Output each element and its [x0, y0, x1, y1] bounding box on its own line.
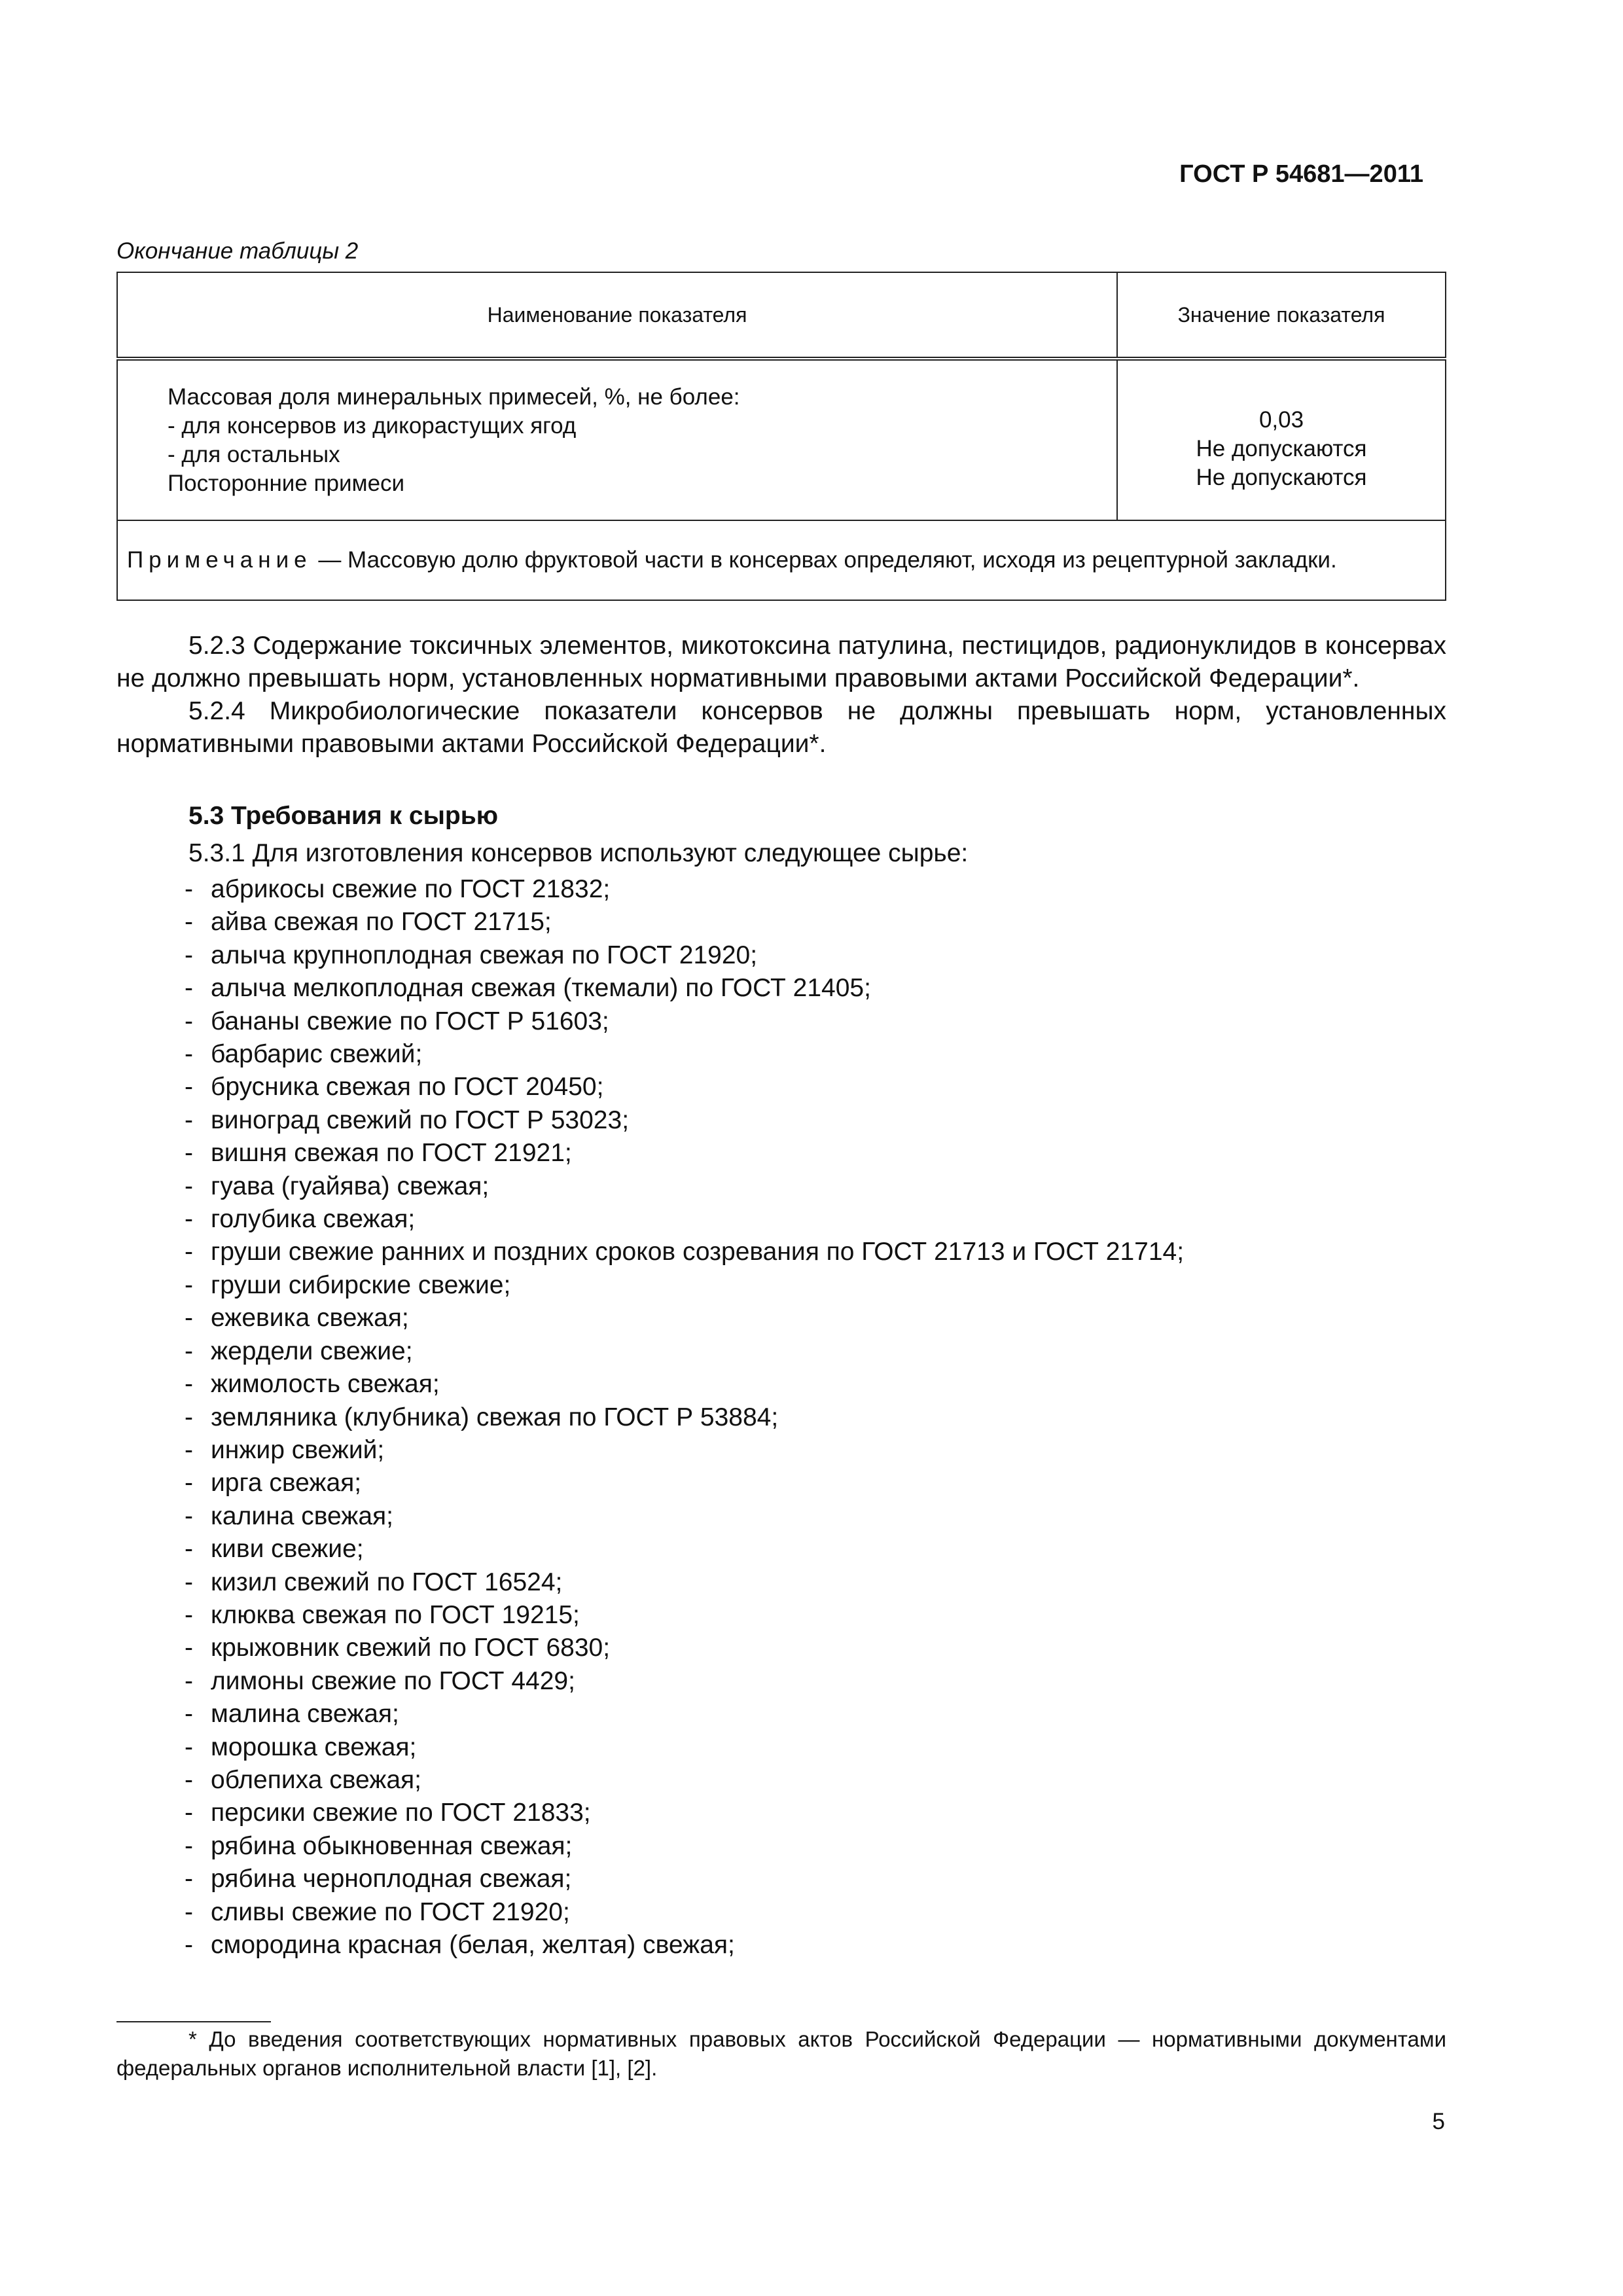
list-marker: - [185, 1007, 193, 1035]
list-item-text: виноград свежий по ГОСТ Р 53023; [211, 1105, 630, 1134]
list-item-text: груши сибирские свежие; [211, 1270, 511, 1299]
list-marker: - [185, 1897, 193, 1926]
list-item-text: морошка свежая; [211, 1732, 417, 1761]
list-marker: - [185, 908, 193, 937]
indicator-name-line: Массовая доля минеральных примесей, %, не более: [168, 384, 740, 410]
list-item [0, 1203, 1184, 1236]
note-text: — Массовую долю фруктовой части в консервах определяют, исходя из рецептурной закладки. [312, 547, 1337, 573]
note-label: Примечание [127, 547, 312, 573]
list-marker: - [185, 1931, 193, 1959]
list-item [0, 1071, 1184, 1103]
table-note [117, 520, 1446, 600]
list-marker: - [185, 1172, 193, 1200]
list-item-text: инжир свежий; [211, 1435, 385, 1464]
raw-materials-list [0, 873, 1184, 1962]
list-item-text: бананы свежие по ГОСТ Р 51603; [211, 1007, 609, 1035]
list-marker: - [185, 1831, 193, 1860]
list-item-text: голубика свежая; [211, 1205, 416, 1234]
list-item-text: рябина черноплодная свежая; [211, 1865, 572, 1893]
list-item [0, 1500, 1184, 1533]
list-marker: - [185, 1205, 193, 1234]
list-item-text: крыжовник свежий по ГОСТ 6830; [211, 1634, 611, 1662]
list-item [0, 1599, 1184, 1632]
list-marker: - [185, 1270, 193, 1299]
list-marker: - [185, 1765, 193, 1794]
table-row [117, 359, 1446, 520]
list-item-text: ирга свежая; [211, 1469, 362, 1498]
list-item [0, 1929, 1184, 1962]
list-marker: - [185, 941, 193, 969]
list-item-text: земляника (клубника) свежая по ГОСТ Р 53884; [211, 1403, 779, 1431]
section-title: 5.3 Требования к сырью [188, 802, 499, 830]
list-item [0, 1797, 1184, 1829]
list-item [0, 1566, 1184, 1599]
list-item-text: кизил свежий по ГОСТ 16524; [211, 1568, 563, 1596]
list-item-text: клюква свежая по ГОСТ 19215; [211, 1600, 580, 1629]
list-item [0, 1269, 1184, 1302]
list-marker: - [185, 1304, 193, 1333]
list-item-text: вишня свежая по ГОСТ 21921; [211, 1139, 572, 1168]
list-item-text: лимоны свежие по ГОСТ 4429; [211, 1666, 575, 1695]
list-item-text: ежевика свежая; [211, 1304, 409, 1333]
list-marker: - [185, 1336, 193, 1365]
list-item-text: смородина красная (белая, желтая) свежая; [211, 1931, 735, 1959]
list-item [0, 1104, 1184, 1137]
indicator-value-line: Не допускаются [1196, 436, 1367, 461]
list-item [0, 1038, 1184, 1071]
list-item-text: абрикосы свежие по ГОСТ 21832; [211, 875, 611, 903]
table-header-row [117, 272, 1446, 359]
list-item [0, 1632, 1184, 1664]
footnote-rule [116, 2021, 271, 2022]
list-marker: - [185, 1700, 193, 1729]
list-item [0, 1830, 1184, 1863]
list-item [0, 1764, 1184, 1797]
list-marker: - [185, 974, 193, 1003]
list-marker: - [185, 1501, 193, 1530]
list-item [0, 873, 1184, 906]
list-marker: - [185, 1105, 193, 1134]
indicator-name-line: - для остальных [168, 441, 340, 467]
list-item [0, 1137, 1184, 1170]
list-item [0, 1731, 1184, 1764]
list-item-text: жимолость свежая; [211, 1370, 440, 1399]
list-item [0, 972, 1184, 1005]
list-marker: - [185, 1139, 193, 1168]
list-item [0, 1434, 1184, 1467]
list-marker: - [185, 1238, 193, 1266]
list-marker: - [185, 1634, 193, 1662]
list-item [0, 1896, 1184, 1929]
list-item-text: брусника свежая по ГОСТ 20450; [211, 1073, 604, 1102]
list-item-text: барбарис свежий; [211, 1040, 423, 1069]
page-number: 5 [1432, 2109, 1445, 2134]
list-item-text: жердели свежие; [211, 1336, 413, 1365]
list-marker: - [185, 1370, 193, 1399]
list-marker: - [185, 1073, 193, 1102]
indicator-name-cell [117, 359, 1117, 520]
list-item [0, 1665, 1184, 1698]
paragraph-5-2-3: 5.2.3 Содержание токсичных элементов, микотоксина патулина, пестицидов, радионуклидов в консервах не должно превышать норм, установленных нормативными правовыми актами Российской Федерации*. [116, 632, 1446, 692]
paragraph-5-2-3-block [116, 630, 1446, 761]
list-item-text: алыча крупноплодная свежая по ГОСТ 21920; [211, 941, 758, 969]
list-item-text: малина свежая; [211, 1700, 399, 1729]
list-item [0, 1401, 1184, 1434]
indicators-table [116, 272, 1446, 601]
list-item-text: айва свежая по ГОСТ 21715; [211, 908, 552, 937]
list-item [0, 1533, 1184, 1566]
list-item-text: облепиха свежая; [211, 1765, 421, 1794]
list-marker: - [185, 1040, 193, 1069]
section-lead: 5.3.1 Для изготовления консервов используют следующее сырье: [188, 839, 969, 867]
list-item [0, 1236, 1184, 1268]
indicator-value-line: 0,03 [1258, 407, 1304, 433]
list-item [0, 1302, 1184, 1335]
list-item [0, 1863, 1184, 1895]
list-item-text: груши свежие ранних и поздних сроков созревания по ГОСТ 21713 и ГОСТ 21714; [211, 1238, 1185, 1266]
list-marker: - [185, 1799, 193, 1827]
footnote: * До введения соответствующих нормативных правовых актов Российской Федерации — нормативными документами федеральных органов исполнительной власти [1], [2]. [116, 2027, 1446, 2080]
table-note-row [117, 520, 1446, 600]
list-item [0, 906, 1184, 939]
list-item [0, 1335, 1184, 1368]
indicator-value-line: Не допускаются [1196, 465, 1367, 490]
table-caption: Окончание таблицы 2 [116, 238, 359, 264]
list-item [0, 1467, 1184, 1499]
list-item-text: алыча мелкоплодная свежая (ткемали) по ГОСТ 21405; [211, 974, 871, 1003]
standard-number: ГОСТ Р 54681—2011 [1179, 160, 1423, 188]
indicator-value-cell [1117, 359, 1446, 520]
indicator-name-line: Посторонние примеси [168, 470, 405, 496]
list-marker: - [185, 1666, 193, 1695]
list-marker: - [185, 1403, 193, 1431]
list-item-text: персики свежие по ГОСТ 21833; [211, 1799, 591, 1827]
list-marker: - [185, 1568, 193, 1596]
list-marker: - [185, 1469, 193, 1498]
list-item-text: рябина обыкновенная свежая; [211, 1831, 573, 1860]
list-item-text: сливы свежие по ГОСТ 21920; [211, 1897, 570, 1926]
list-marker: - [185, 1435, 193, 1464]
column-header-name: Наименование показателя [117, 272, 1117, 359]
list-marker: - [185, 875, 193, 903]
list-item [0, 1368, 1184, 1401]
column-header-value: Значение показателя [1117, 272, 1446, 359]
list-marker: - [185, 1732, 193, 1761]
list-item-text: гуава (гуайява) свежая; [211, 1172, 490, 1200]
list-marker: - [185, 1535, 193, 1564]
list-item-text: киви свежие; [211, 1535, 364, 1564]
list-item [0, 1005, 1184, 1038]
list-item [0, 939, 1184, 972]
list-item [0, 1170, 1184, 1203]
paragraph-5-2-4: 5.2.4 Микробиологические показатели консервов не должны превышать норм, установленных нормативными правовыми актами Российской Федерации*. [116, 697, 1446, 758]
indicator-name-line: - для консервов из дикорастущих ягод [168, 412, 577, 439]
list-marker: - [185, 1600, 193, 1629]
list-marker: - [185, 1865, 193, 1893]
list-item [0, 1698, 1184, 1731]
list-item-text: калина свежая; [211, 1501, 393, 1530]
